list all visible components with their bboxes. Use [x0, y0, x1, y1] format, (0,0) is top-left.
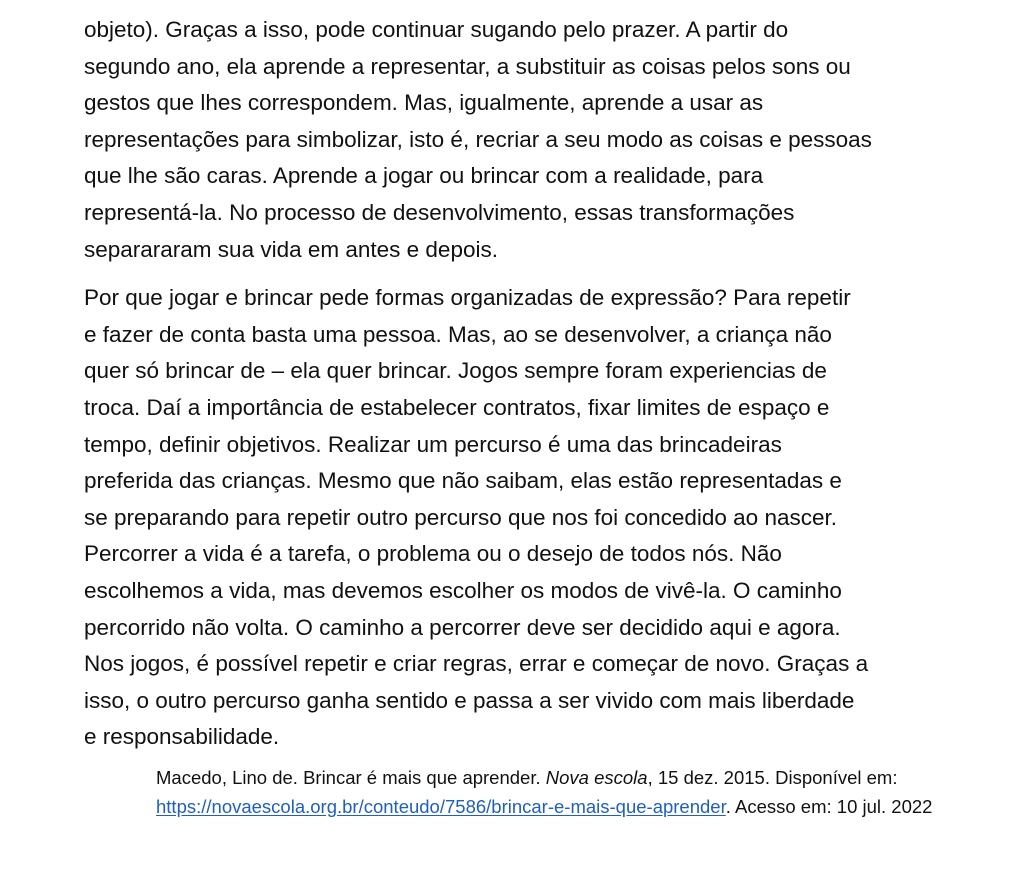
reference-author-title: Macedo, Lino de. Brincar é mais que aprender.: [156, 767, 546, 788]
document-body: [84, 12, 956, 756]
bibliographic-reference: [156, 764, 956, 821]
reference-journal: Nova escola: [545, 767, 648, 788]
paragraph-1: objeto). Graças a isso, pode continuar sugando pelo prazer. A partir do segundo ano, ela aprende a representar, a substituir as coisas pelos sons ou gestos que lhes correspondem. Mas, igualmente, aprende a usar as representações para simbolizar, isto é, recriar a seu modo as coisas e pessoas que lhe são caras. Aprende a jogar ou brincar com a realidade, para representá-la. No processo de desenvolvimento, essas transformações separararam sua vida em antes e depois.: [84, 17, 872, 262]
reference-date-available: , 15 dez. 2015. Disponível em:: [647, 767, 898, 788]
paragraph-2: Por que jogar e brincar pede formas organizadas de expressão? Para repetir e fazer de conta basta uma pessoa. Mas, ao se desenvolver, a criança não quer só brincar de – ela quer brincar. Jogos sempre foram experiencias de troca. Daí a importância de estabelecer contratos, fixar limites de espaço e tempo, definir objetivos. Realizar um percurso é uma das brincadeiras preferida das crianças. Mesmo que não saibam, elas estão representadas e se preparando para repetir outro percurso que nos foi concedido ao nascer. Percorrer a vida é a tarefa, o problema ou o desejo de todos nós. Não escolhemos a vida, mas devemos escolher os modos de vivê-la. O caminho percorrido não volta. O caminho a percorrer deve ser decidido aqui e agora. Nos jogos, é possível repetir e criar regras, errar e começar de novo. Graças a isso, o outro percurso ganha sentido e passa a ser vivido com mais liberdade e responsabilidade.: [84, 285, 869, 750]
reference-url-link[interactable]: https://novaescola.org.br/conteudo/7586/brincar-e-mais-que-aprender: [156, 795, 726, 817]
reference-access-date: . Acesso em: 10 jul. 2022: [725, 795, 933, 817]
